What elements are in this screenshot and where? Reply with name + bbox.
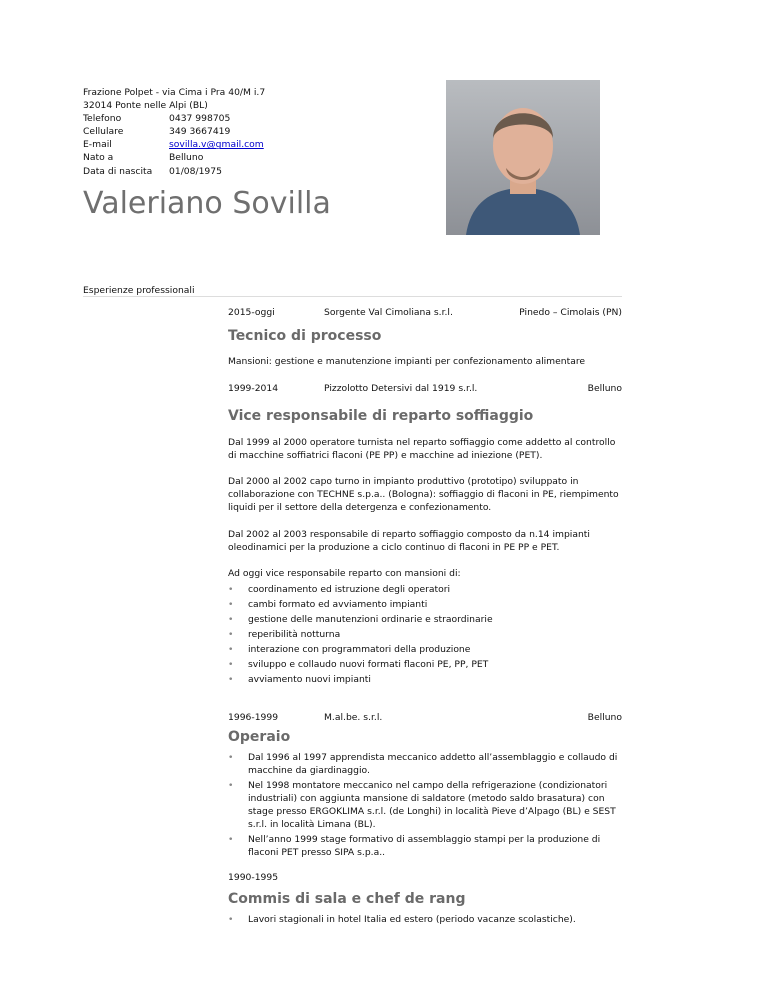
field-label: Cellulare [83,126,124,138]
job-entry [228,711,622,860]
list-item: • avviamento nuovi impianti [228,673,622,686]
job-description: Dal 2002 al 2003 responsabile di reparto soffiaggio composto da n.14 impianti oleodinamici per la produzione a ciclo continuo di flaconi in PE PP e PET. [228,528,590,553]
list-item: • Dal 1996 al 1997 apprendista meccanico addetto all’assemblaggio e collaudo di macchine da giardinaggio. [228,751,622,777]
job-description: Ad oggi vice responsabile reparto con mansioni di: [228,567,461,579]
list-item: • coordinamento ed istruzione degli operatori [228,583,622,596]
job-entry [228,382,622,686]
job-years: 1999-2014 [228,383,279,395]
job-title: Vice responsabile di reparto soffiaggio [228,408,534,425]
list-item: • sviluppo e collaudo nuovi formati flaconi PE, PP, PET [228,658,622,671]
job-years: 1990-1995 [228,872,279,884]
phone-value: 0437 998705 [169,113,231,125]
job-company: Pizzolotto Detersivi dal 1919 s.r.l. [324,383,478,395]
list-item: • reperibilità notturna [228,628,622,641]
list-item: • interazione con programmatori della produzione [228,643,622,656]
job-entry [228,306,622,368]
address-line: Frazione Polpet - via Cima i Pra 40/M i.7 [83,87,266,98]
experience-list [228,306,622,926]
job-description: Dal 1999 al 2000 operatore turnista nel reparto soffiaggio come addetto al controllo di macchine soffiatrici flaconi (PE PP) e macchine ad iniezione (PET). [228,437,616,462]
person-name: Valeriano Sovilla [83,186,331,221]
list-item: • Nel 1998 montatore meccanico nel campo della refrigerazione (condizionatori industriali) con aggiunta mansione di saldatore (metodo saldo brasatura) con stage presso ERGOKLIMA s.r.l. (de Longhi) in località Pieve d’Alpago (BL) e SEST s.r.l. in località Limana (BL). [228,779,622,831]
job-years: 1996-1999 [228,711,279,723]
job-place: Pinedo – Cimolais (PN) [519,307,622,318]
contact-info [83,86,265,178]
list-item: • cambi formato ed avviamento impianti [228,598,622,611]
job-company: M.al.be. s.r.l. [324,711,383,723]
mobile-value: 349 3667419 [169,126,231,138]
field-label: Nato a [83,152,114,164]
job-entry [228,871,622,926]
job-description: Dal 2000 al 2002 capo turno in impianto produttivo (prototipo) sviluppato in collaborazione con TECHNE s.p.a.. (Bologna): soffiaggio di flaconi in PE, riempimento liquidi per il settore della detergenza e confezionamento. [228,476,619,514]
list-item: • Lavori stagionali in hotel Italia ed estero (periodo vacanze scolastiche). [228,913,622,926]
job-place: Belluno [587,383,622,395]
field-label: Telefono [83,113,122,125]
section-heading: Esperienze professionali [83,285,195,296]
job-title: Operaio [228,728,291,745]
birthdate-value: 01/08/1975 [169,165,222,177]
job-title: Tecnico di processo [228,328,382,344]
job-place: Belluno [587,711,622,723]
divider [83,296,622,297]
job-company: Sorgente Val Cimoliana s.r.l. [324,307,453,318]
email-link[interactable]: sovilla.v@gmail.com [169,139,264,151]
field-label: Data di nascita [83,165,153,177]
list-item: • gestione delle manutenzioni ordinarie e straordinarie [228,613,622,626]
job-years: 2015-oggi [228,307,275,318]
job-title: Commis di sala e chef de rang [228,891,466,908]
field-label: E-mail [83,139,112,151]
profile-photo [446,80,600,235]
list-item: • Nell’anno 1999 stage formativo di assemblaggio stampi per la produzione di flaconi PET presso SIPA s.p.a.. [228,833,622,859]
address-line: 32014 Ponte nelle Alpi (BL) [83,100,208,112]
birthplace-value: Belluno [169,152,204,164]
job-description: Mansioni: gestione e manutenzione impianti per confezionamento alimentare [228,356,586,367]
